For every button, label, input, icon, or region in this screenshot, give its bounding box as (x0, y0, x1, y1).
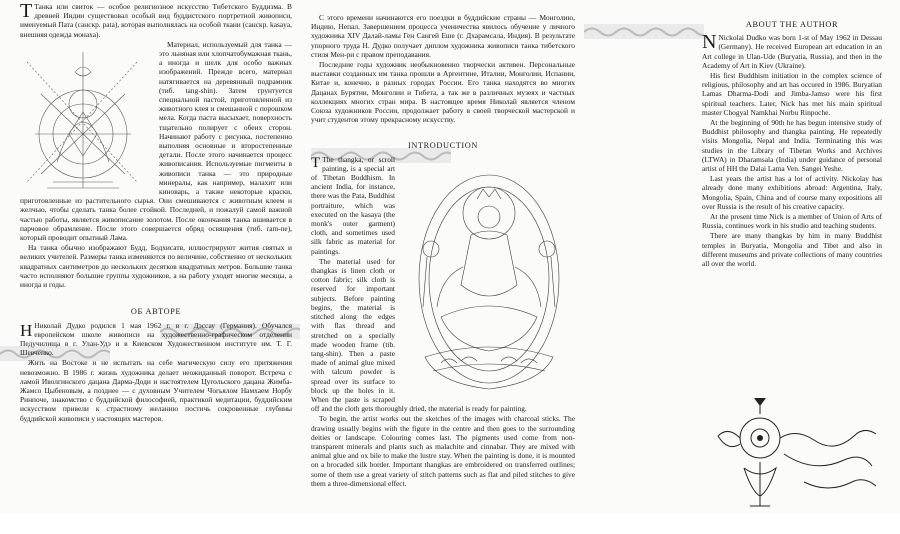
dropcap: Н (20, 320, 33, 340)
english-author-paragraph-1: N Nickolai Dudko was born 1-st of May 1962 in Dessau (Germany). He received European art education in an Art college in Ulan-Ude (Buryatia, Russia), and then in the Academy of Art in Kiev (Ukraine). (702, 31, 882, 70)
russian-paragraph-3: На танка обычно изображают Будд, Бодхисатв, иллюстрируют жития святых и великих учителей. Размеры танка изменяются по величине, собственно от нескольких квадратных сантиметров до нескольких десятков квадратных метров. Большие танка часто исполняют большие группы художников, а на работу уходят многие месяцы, а иногда и годы. (20, 243, 292, 290)
russian-paragraph-4: С этого времени начинаются его поездки в буддийские страны — Монголию, Индию, Непал. Завершением процесса ученичества явилось обучение у личного художника XIV Далай-ламы Ген Сангей Еше (г. Дхарамсала, Индия). В результате упорного труда Н. Дудко получает диплом художника живописи танка тибетского стиля Мен-ри с правом преподавания. (311, 13, 575, 59)
russian-paragraph-5: Последние годы художник необыкновенно творчески активен. Персональные выставки созданных им танка прошли в Аргентине, Италии, Монголии, Испании, Китае и, конечно, в разных городах России. Его танка находятся во многих Дацанах Бурятии, Монголии и Тибета, а так же в различных музеях и частных коллекциях многих стран мира. В настоящее время Николай является членом Союза художников России, продолжает работу в своей творческой мастерской и учит студентов этому прекрасному искусству. (311, 60, 575, 125)
english-intro-paragraph-3: To begin, the artist works out the sketches of the images with charcoal sticks. The drawing usually begins with the figure in the centre and then goes to the surrounding deities or landscape. Colouring comes last. The pigments used come from non-transparent minerals and plants such as malachite and cinnabar. They are mixed with animal glue and ox bile to make the lustre stay. When the painting is done, it is mounted on a brocaded silk border. Important thangkas are embroidered on transferred outlines; some of them use a great variety of stitch patterns such as flat and piled stitches to give them a three-dimensional effect. (311, 414, 575, 488)
english-author-paragraph-5: At the present time Nick is a member of Union of Arts of Russia, continues work in his studio and teaching students. (702, 212, 882, 231)
dropcap: T (311, 154, 321, 171)
english-author-paragraph-2: His first Buddhism initiation in the complex science of religious, philosophy and art has occured in 1986. Buryatian Lamas Dharma-Dodi and Jimba-Jamso were his first spiritual teachers. Later, Nick has met his main spiritual master Chogyal Namkhai Norbu Rinpoche. (702, 71, 882, 117)
ornament-band-right (584, 24, 704, 39)
russian-author-paragraph-1: Н Николай Дудко родился 1 мая 1962 г. в г. Дэссау (Германия). Обучался европейском школе живописи на художественно-графическом отделении Педучилища в г. Улан-Удэ и в Киевском Художественном институте им. Т. Г. Шевченко. (20, 320, 292, 358)
russian-paragraph-2: Материал, используемый для танка — это льняная или хлопчатобумажная ткань, а иногда и шелк для особо важных изображений. Прежде всего, материал натягивается на деревянный подрамник (тиб. tang-shin). Затем грунтуется специальной пастой, приготовленной из животного клея и смешанной с порошком мела. Когда паста высыхает, поверхность тщательно полирует с обеих сторон. Начинают работу с рисунка, постепенно выполняя основные и второстепенные детали. После этого начинается процесс живописания. Используемые пигменты в живописи танка — это природные минералы, как например, малахит или киноварь, а также некоторые краски, приготовленные из растительного сырья. Они смешиваются с животным клеем и желчью, чтобы сделать танка более стойкой. Последней, и пожалуй самой важной частью работы, является живописание золотом. После окончания танка вшивается в парчовое обрамление. После этого совершается обряд освящения (тиб. ram-ne), который проводит опытный Лама. (20, 39, 292, 243)
english-author-paragraph-6: There are many thangkas by him in many Buddhist temples in Buryatia, Mongolia and Tibet and also in different museums and private collections of many countries all over the world. (702, 231, 882, 269)
introduction-heading: INTRODUCTION (408, 141, 478, 151)
about-author-heading-ru: ОБ АВТОРЕ (130, 307, 182, 317)
buddhist-emblem-ornament (704, 396, 882, 508)
english-author-paragraph-3: At the beginning of 90th he has begun intensive study of Buddhist philosophy and thangka painting. He repeatedly visits Mongolia, Nepal and India. Terminating this was studies in the Library of Tibetan Works and Archives (LTWA) in Dharamsala (India) under guidance of personal artist of HH the Dalai Lama Ven. Sangei Yeshe. (702, 118, 882, 174)
dropcap: Т (20, 0, 33, 22)
center-column (311, 0, 575, 527)
dropcap: N (702, 31, 717, 54)
english-intro-paragraph-1: T The thangka, or scroll painting, is a special art of Tibetan Buddhism. In ancient India, for instance, there was the Pata, Buddhist portraiture, which was executed on the kasaya (the monk's outer garment) cloth, and sometimes used silk fabric as material for paintings. (311, 154, 395, 256)
about-author-heading: ABOUT THE AUTHOR (745, 20, 839, 29)
tara-deity-illustration (401, 157, 575, 401)
russian-intro-column (20, 0, 292, 516)
english-author-paragraph-4: Last years the artist has a lot of activity. Nickolay has already done many exhibitions abroad: Argentina, Italy, Mongolia, Spain, China and of course many expositions all over Russia is the result of his creative capacity. (702, 174, 882, 211)
russian-author-paragraph-2: Жить на Востоке и не испытать на себе магическую силу его притяжения невозможно. В 1986 г. жизнь художника делает неожиданный поворот. Встреча с ламой Иволгинского дацана Дарма-Доди и настоятелем Цугольского дацана Жимба-Жамсо Цыбеновым, а позднее — с духовным Учителем Чогьялом Намхаем Норбу Ринпоче, знакомство с буддийской философией, практикой медитации, буддийским искусством привели к страстному желанию постичь сокровенные глубины буддийской живописи у настоящих мастеров. (20, 358, 292, 423)
english-intro-paragraph-2: The material used for thangkas is linen cloth or cotton fabric; silk cloth is reserved for important subjects. Before painting begins, the material is stitched along the edges with flax thread and stretched on a specially made wooden frame (tib. tang-shin). Then a paste made of animal glue mixed with talcum powder is spread over its surface to block up the holes in it. When the paste is scraped off and the cloth gets thoroughly dried, the material is ready for painting. (311, 256, 527, 414)
mandala-sketch-illustration (20, 42, 155, 190)
russian-paragraph-1: Т Танка или свиток — особое религиозное искусство Тибетского Буддизма. В древней Индии существовал особый вид буддистского портретной живописи, именуемый Пата (санскр. pata), которая выполнялась на особой ткани (санскр. kasaya, внешняя одежда монаха). (20, 0, 292, 39)
